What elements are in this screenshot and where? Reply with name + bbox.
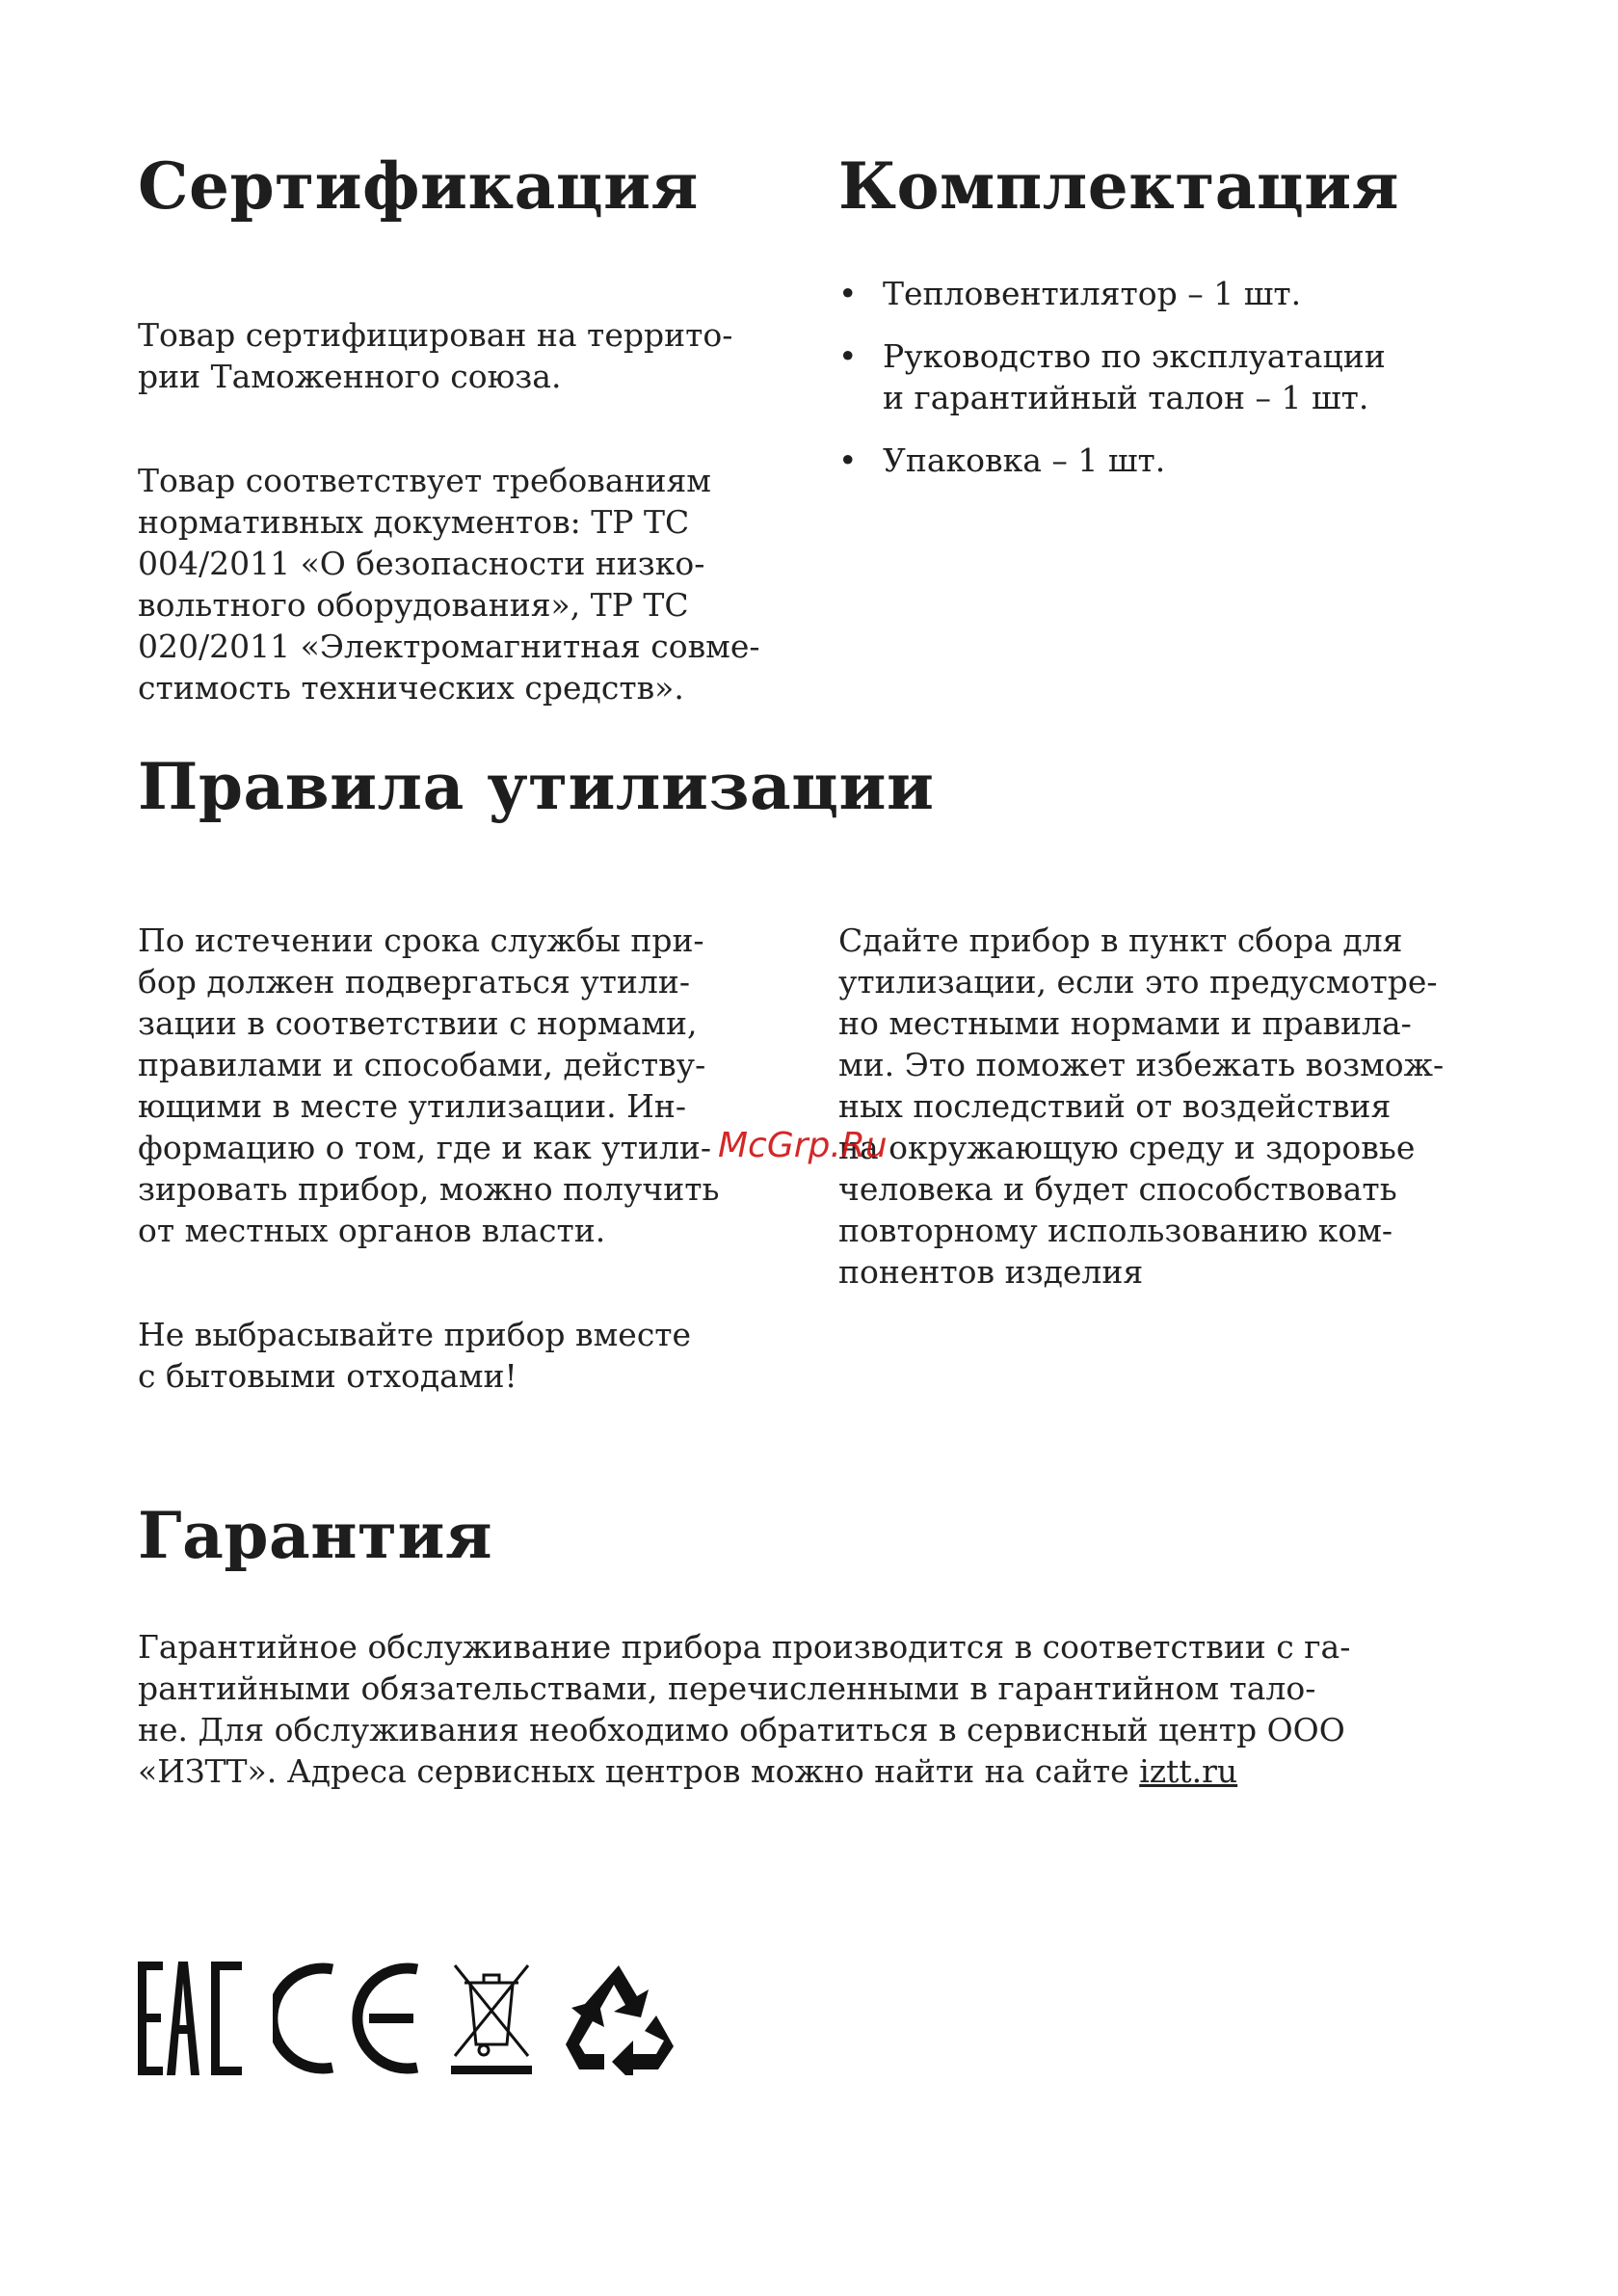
disposal-paragraph: По истечении срока службы при- бор должен подвергаться утили- зации в соответствии с нормами, правилами и способами, действу- ющими в месте утилизации. Ин- формацию о том, где и как утили- зировать прибор, можно получить от местных органов власти.	[138, 921, 720, 1249]
watermark: McGrp.Ru	[718, 1126, 888, 1165]
certification-paragraph: Товар сертифицирован на террито- рии Таможенного союза.	[138, 316, 733, 395]
disposal-title: Правила утилизации	[138, 749, 935, 824]
kit-list	[838, 273, 1513, 502]
warranty-body	[138, 1626, 1516, 1792]
list-item-text: Упаковка – 1 шт.	[883, 441, 1166, 479]
weee-bin-icon	[451, 1962, 532, 2075]
recycle-icon	[560, 1962, 677, 2075]
eac-mark-icon	[138, 1962, 246, 2075]
disposal-left-column	[138, 878, 803, 1459]
list-item	[838, 273, 1513, 314]
bullet-icon: •	[838, 337, 858, 375]
list-item	[838, 440, 1513, 481]
bullet-icon: •	[838, 441, 858, 479]
warranty-text: Гарантийное обслуживание прибора производится в соответствии с га- рантийными обязательствами, перечисленными в гарантийном тало- не. Для обслуживания необходимо обратиться в сервисный центр ООО «ИЗТТ». Адреса сервисных центров можно найти на сайте	[138, 1628, 1351, 1790]
list-item-text: Руководство по эксплуатации и гарантийный талон – 1 шт.	[883, 337, 1386, 416]
ce-mark-icon	[273, 1962, 427, 2075]
bullet-icon: •	[838, 275, 858, 312]
list-item	[838, 335, 1513, 418]
kit-title: Комплектация	[838, 148, 1400, 224]
disposal-right-column	[838, 878, 1503, 1355]
certification-body	[138, 273, 803, 771]
certification-marks	[138, 1962, 697, 2082]
disposal-warning: Не выбрасывайте прибор вместе с бытовыми отходами!	[138, 1316, 692, 1395]
certification-title: Сертификация	[138, 148, 699, 224]
certification-paragraph: Товар соответствует требованиям нормативных документов: ТР ТС 004/2011 «О безопасности низко- вольтного оборудования», ТР ТС 020/2011 «Электромагнитная совме- стимость технических средств».	[138, 462, 760, 707]
list-item-text: Тепловентилятор – 1 шт.	[883, 275, 1302, 312]
warranty-title: Гарантия	[138, 1498, 493, 1573]
website-link[interactable]: iztt.ru	[1139, 1752, 1238, 1790]
disposal-paragraph: Сдайте прибор в пункт сбора для утилизации, если это предусмотре- но местными нормами и правила- ми. Это поможет избежать возмож- ных последствий от воздействия на окружающую среду и здоровье человека и будет способствовать повторному использованию ком- понентов изделия	[838, 921, 1445, 1291]
